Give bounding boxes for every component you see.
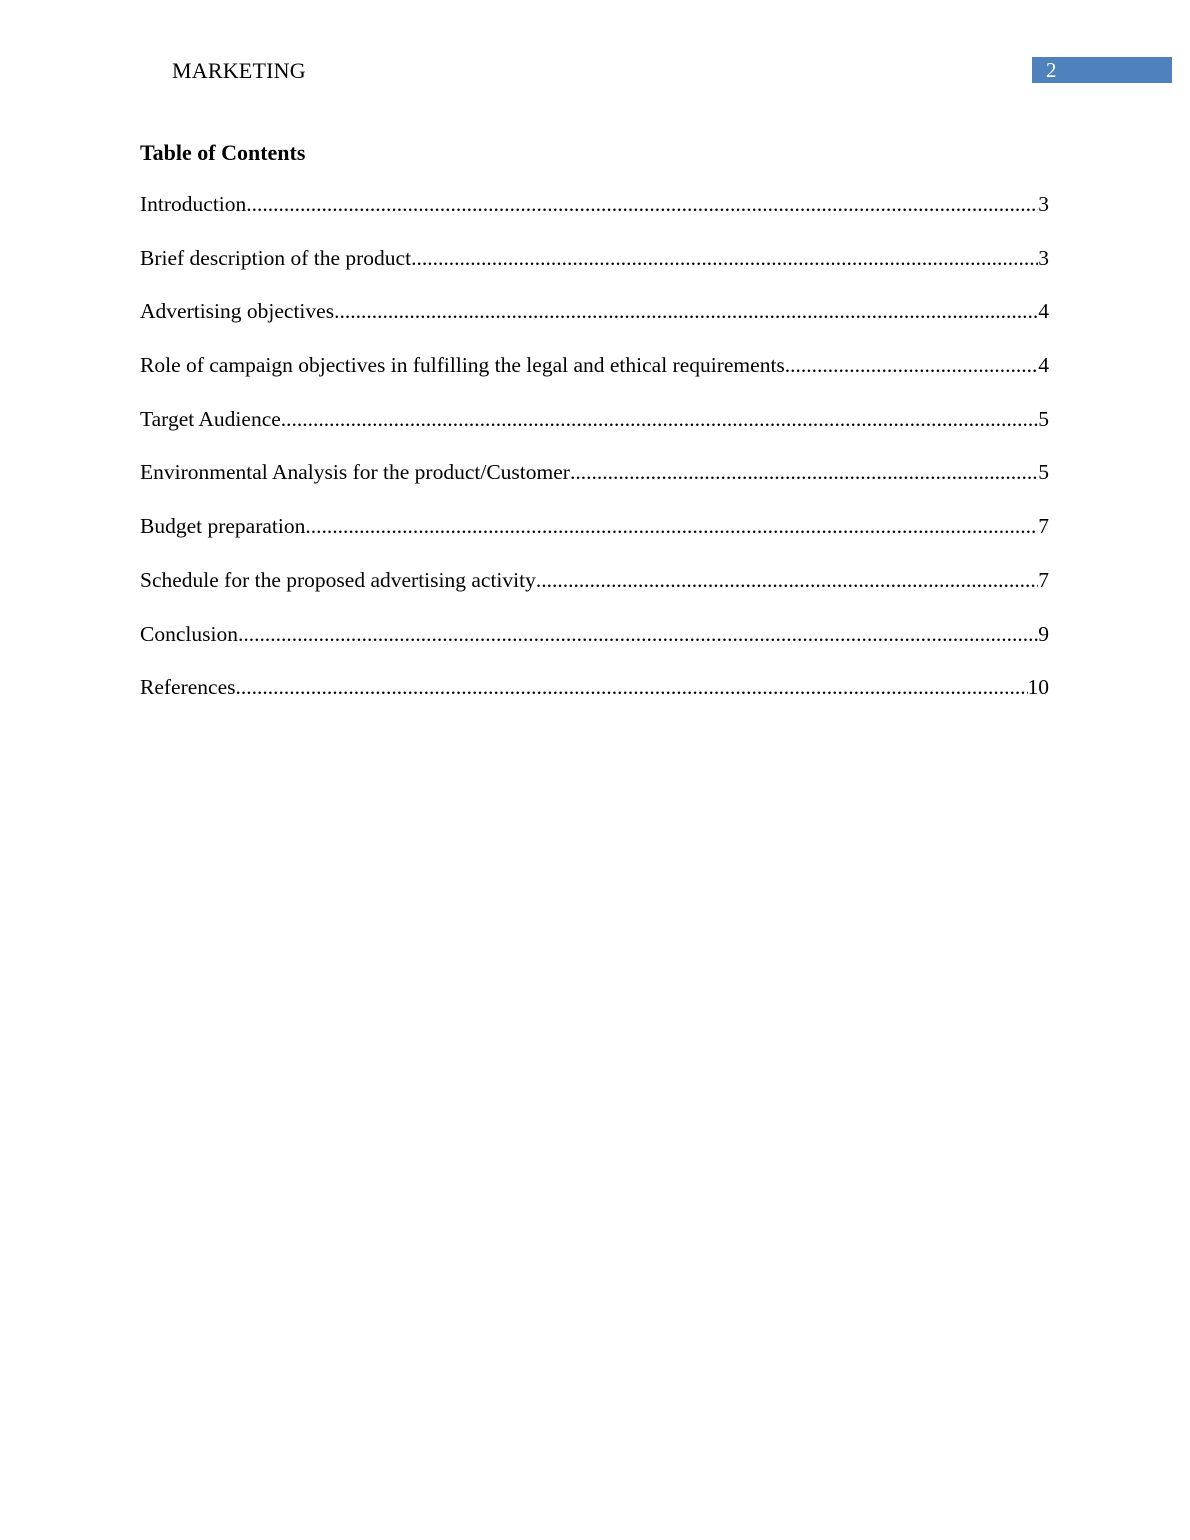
toc-entry-title: Brief description of the product (140, 245, 412, 270)
toc-dot-leader (334, 297, 1038, 325)
page-number-badge (1032, 57, 1172, 83)
toc-dot-leader (305, 512, 1038, 540)
toc-entry-budget-preparation[interactable] (140, 512, 1049, 566)
toc-entry-page: 7 (1038, 567, 1049, 592)
toc-heading: Table of Contents (140, 140, 306, 165)
toc-entry-environmental-analysis[interactable] (140, 458, 1049, 512)
toc-entry-title: Schedule for the proposed advertising activity (140, 567, 536, 592)
toc-entry-title: Target Audience (140, 406, 281, 431)
toc-entry-title: Conclusion (140, 621, 238, 646)
toc-entry-page: 3 (1038, 245, 1049, 270)
toc-entry-role-of-campaign-objectives[interactable] (140, 351, 1049, 405)
toc-dot-leader (281, 405, 1038, 433)
toc-entry-title: Role of campaign objectives in fulfilling the legal and ethical requirements (140, 353, 785, 378)
toc-dot-leader (238, 620, 1038, 648)
toc-dot-leader (785, 351, 1038, 379)
toc-entry-target-audience[interactable] (140, 405, 1049, 459)
toc-list (140, 190, 1049, 727)
toc-entry-references[interactable] (140, 673, 1049, 727)
toc-entry-page: 10 (1027, 675, 1049, 700)
toc-entry-title: Advertising objectives (140, 299, 335, 324)
page-number: 2 (1046, 58, 1057, 82)
toc-entry-conclusion[interactable] (140, 620, 1049, 674)
toc-entry-page: 5 (1038, 406, 1049, 431)
toc-entry-page: 4 (1038, 353, 1049, 378)
toc-entry-page: 3 (1038, 192, 1049, 216)
toc-entry-page: 4 (1038, 299, 1049, 324)
toc-dot-leader (411, 244, 1038, 272)
toc-dot-leader (536, 566, 1038, 594)
toc-entry-advertising-objectives[interactable] (140, 297, 1049, 351)
toc-entry-page: 7 (1038, 514, 1049, 539)
toc-entry-introduction[interactable] (140, 190, 1049, 244)
toc-entry-title: References (140, 675, 236, 700)
toc-entry-page: 5 (1038, 460, 1049, 485)
toc-entry-schedule[interactable] (140, 566, 1049, 620)
toc-entry-title: Budget preparation (140, 514, 306, 539)
toc-entry-title: Environmental Analysis for the product/Customer (140, 460, 570, 485)
running-header-title: MARKETING (172, 58, 306, 83)
toc-entry-page: 9 (1038, 621, 1049, 646)
toc-dot-leader (570, 458, 1038, 486)
toc-entry-title: Introduction (140, 192, 247, 216)
toc-dot-leader (246, 190, 1038, 218)
toc-dot-leader (236, 673, 1028, 701)
toc-entry-product-description[interactable] (140, 244, 1049, 298)
